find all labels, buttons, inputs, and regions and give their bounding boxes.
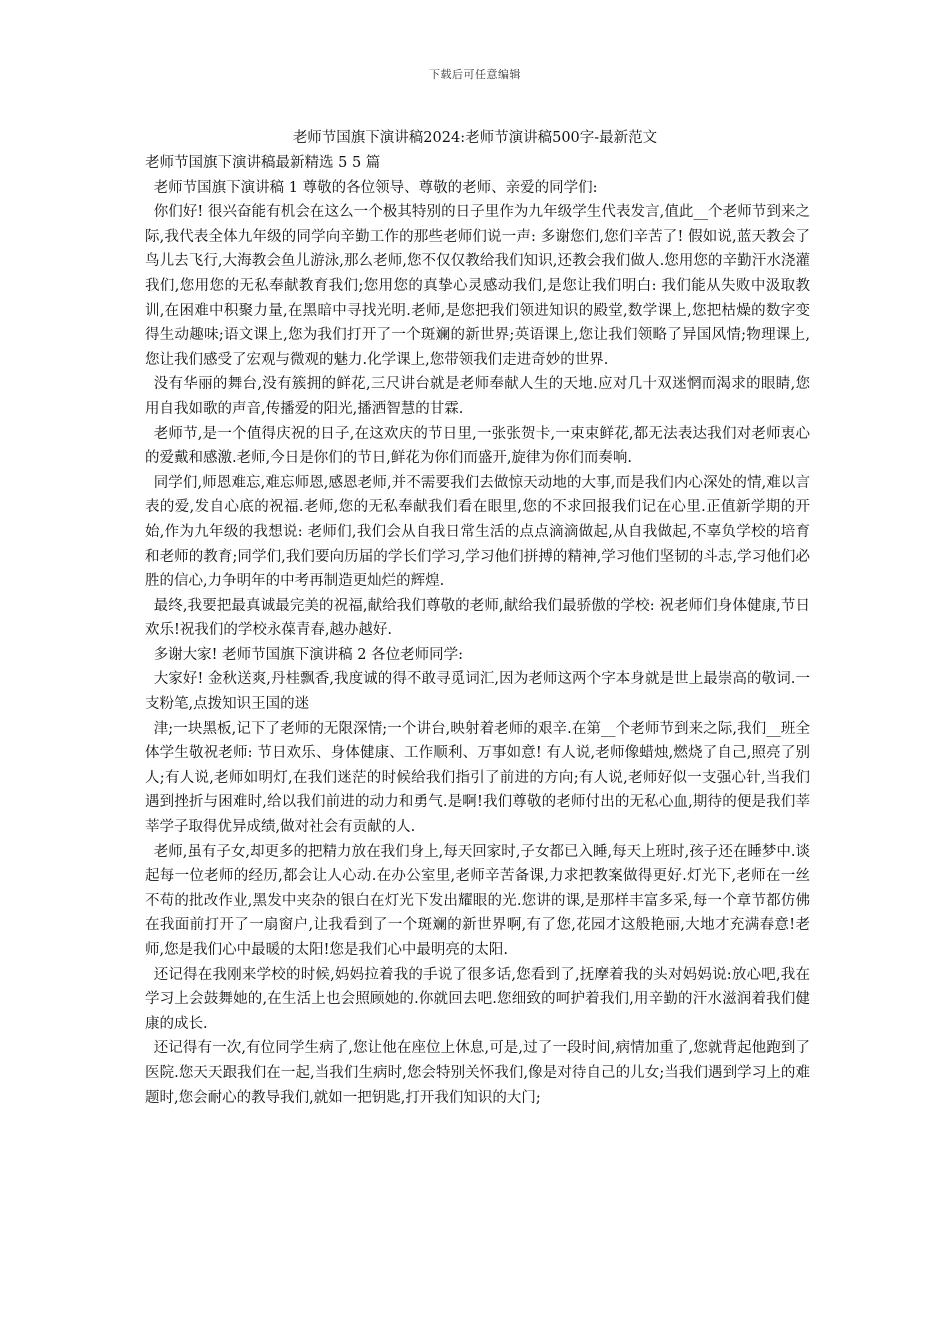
paragraph: 最终,我要把最真诚最完美的祝福,献给我们尊敬的老师,献给我们最骄傲的学校: 祝老师们身体健康,节日欢乐!祝我们的学校永葆青春,越办越好. xyxy=(145,597,810,639)
paragraph: 大家好! 金秋送爽,丹桂飘香,我度诚的得不敢寻觅词汇,因为老师这两个字本身就是世上最崇高的敬词.一支粉笔,点拨知识王国的迷 xyxy=(145,671,810,713)
document-title: 老师节国旗下演讲稿2024:老师节演讲稿500字-最新范文 xyxy=(292,130,658,146)
paragraph: 老师,虽有子女,却更多的把精力放在我们身上,每天回家时,子女都已入睡,每天上班时,孩子还在睡梦中.谈起每一位老师的经历,都会让人心动.在办公室里,老师辛苦备课,力求把教案做得更好.灯光下,老师在一丝不苟的批改作业,黑发中夹杂的银白在灯光下发出耀眼的光.您讲的课,是那样丰富多采,每一个章节都仿佛在我面前打开了一扇窗户,让我看到了一个斑斓的新世界啊,有了您,花园才这般艳丽,大地才充满春意!老师,您是我们心中最暖的太阳!您是我们心中最明亮的太阳. xyxy=(145,843,810,958)
paragraph: 还记得在我刚来学校的时候,妈妈拉着我的手说了很多话,您看到了,抚摩着我的头对妈妈说:放心吧,我在学习上会鼓舞她的,在生活上也会照顾她的.你就回去吧.您细致的呵护着我们,用辛勤的汗水滋润着我们健康的成长. xyxy=(145,966,810,1032)
paragraph: 津;一块黑板,记下了老师的无限深情;一个讲台,映射着老师的艰辛.在第__个老师节到来之际,我们__班全体学生敬祝老师: 节日欢乐、身体健康、工作顺利、万事如意! 有人说,老师像蜡烛,燃烧了自己,照亮了别人;有人说,老师如明灯,在我们迷茫的时候给我们指引了前进的方向;有人说,老师好似一支强心针,当我们遇到挫折与困难时,给以我们前进的动力和勇气.是啊!我们尊敬的老师付出的无私心血,期待的便是我们莘莘学子取得优异成绩,做对社会有贡献的人. xyxy=(145,720,810,836)
paragraph: 没有华丽的舞台,没有簇拥的鲜花,三尺讲台就是老师奉献人生的天地.应对几十双迷惘而渴求的眼睛,您用自我如歌的声音,传播爱的阳光,播洒智慧的甘霖. xyxy=(145,376,810,417)
page-header-note: 下载后可任意编辑 xyxy=(429,68,521,81)
paragraph: 你们好! 很兴奋能有机会在这么一个极其特别的日子里作为九年级学生代表发言,值此__个老师节到来之际,我代表全体九年级的同学向辛勤工作的那些老师们说一声: 多谢您们,您们辛苦了! 假如说,蓝天教会了鸟儿去飞行,大海教会鱼儿游泳,那么老师,您不仅仅教给我们知识,还教会我们做人.您用您的辛勤汗水浇灌我们,您用您的无私奉献教育我们;您用您的真挚心灵感动我们,是您让我们明白: 我们能从失败中汲取教训,在困难中积聚力量,在黑暗中寻找光明.老师,是您把我们领进知识的殿堂,数学课上,您把枯燥的数字变得生动趣味;语文课上,您为我们打开了一个斑斓的新世界;英语课上,您让我们领略了异国风情;物理课上,您让我们感受了宏观与微观的魅力.化学课上,您带领我们走进奇妙的世界. xyxy=(145,204,810,368)
document-subtitle: 老师节国旗下演讲稿最新精选 5 5 篇 xyxy=(145,155,381,171)
paragraph: 同学们,师恩难忘,难忘师恩,感恩老师,并不需要我们去做惊天动地的大事,而是我们内心深处的情,难以言表的爱,发自心底的祝福.老师,您的无私奉献我们看在眼里,您的不求回报我们记在心里.正值新学期的开始,作为九年级的我想说: 老师们,我们会从自我日常生活的点点滴滴做起,从自我做起,不辜负学校的培育和老师的教育;同学们,我们要向历届的学长们学习,学习他们拼搏的精神,学习他们坚韧的斗志,学习他们必胜的信心,力争明年的中考再制造更灿烂的辉煌. xyxy=(145,474,810,590)
paragraph: 老师节,是一个值得庆祝的日子,在这欢庆的节日里,一张张贺卡,一束束鲜花,都无法表达我们对老师衷心的爱戴和感激.老师,今日是你们的节日,鲜花为你们而盛开,旋律为你们而奏响. xyxy=(145,425,810,467)
paragraph: 还记得有一次,有位同学生病了,您让他在座位上休息,可是,过了一段时间,病情加重了,您就背起他跑到了医院.您天天跟我们在一起,当我们生病时,您会特别关怀我们,像是对待自己的儿女;当我们遇到学习上的难题时,您会耐心的教导我们,就如一把钥匙,打开我们知识的大门; xyxy=(145,1040,810,1106)
document-body xyxy=(145,151,810,1110)
paragraph: 老师节国旗下演讲稿 1 尊敬的各位领导、尊敬的老师、亲爱的同学们: xyxy=(153,179,598,196)
paragraph: 多谢大家! 老师节国旗下演讲稿 2 各位老师同学: xyxy=(153,646,463,663)
